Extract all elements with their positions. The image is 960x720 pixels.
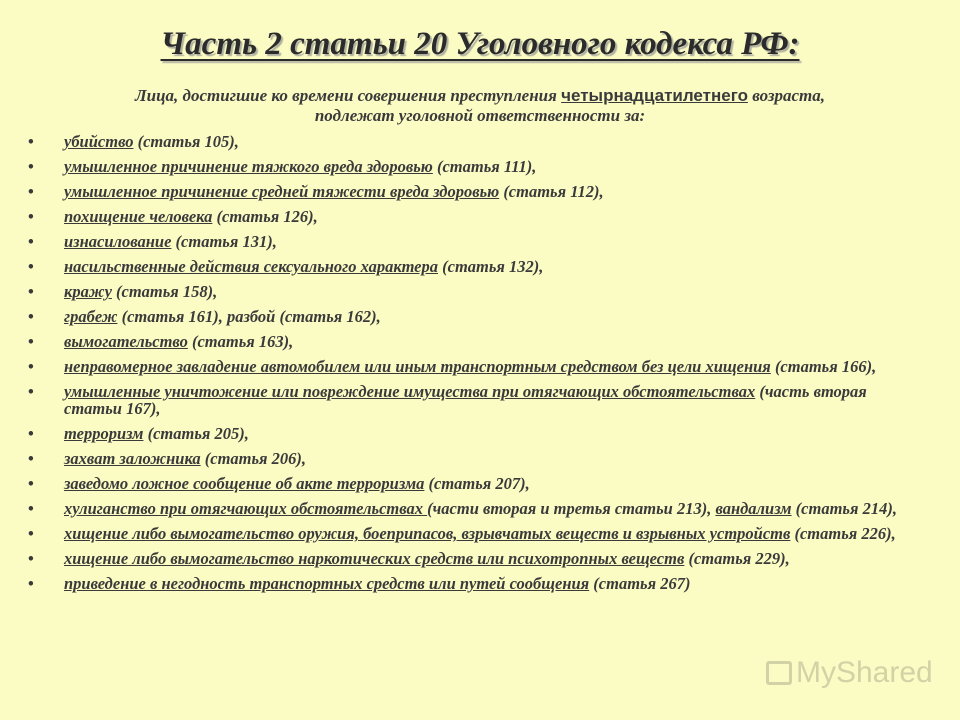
bullet-icon: • [28,282,34,301]
watermark-text: MyShared [796,656,933,689]
bullet-icon: • [28,549,34,568]
list-item [28,233,908,250]
article-reference: (статья 229), [684,549,790,568]
list-item [28,283,908,300]
watermark [766,656,933,690]
bullet-icon: • [28,499,34,518]
bullet-icon: • [28,182,34,201]
article-reference: (статья 158), [111,282,218,301]
bullet-icon: • [28,382,34,401]
crime-link[interactable]: вымогательство [64,332,188,351]
list-item [28,308,908,325]
crime-link[interactable]: похищение человека [64,207,213,226]
bullet-icon: • [28,232,34,251]
crime-link[interactable]: заведомо ложное сообщение об акте терроризма [64,474,425,493]
bullet-icon: • [28,207,34,226]
list-item [28,358,908,375]
article-reference: (статья 205), [143,424,249,443]
crime-link[interactable]: вандализм [715,499,792,518]
bullet-icon: • [28,474,34,493]
article-reference: (статья 105), [133,132,239,151]
article-reference: (статья 112), [499,182,604,201]
intro-text-line2: подлежат уголовной ответственности за: [314,106,646,125]
article-reference: (статья 111), [432,157,537,176]
bullet-icon: • [28,424,34,443]
article-reference: (часть вторая статьи 167), [64,382,867,418]
article-reference: (статья 214), [791,499,897,518]
list-item [28,158,908,175]
bullet-icon: • [28,307,34,326]
crime-link[interactable]: умышленное причинение тяжкого вреда здоровью [64,157,433,176]
crime-link[interactable]: насильственные действия сексуального характера [64,257,439,276]
crime-link[interactable]: захват заложника [64,449,201,468]
list-item [28,133,908,150]
intro-highlight-age[interactable]: четырнадцатилетнего [561,86,748,105]
article-reference: (статья 267) [589,574,691,593]
list-item [28,333,908,350]
article-reference: (статья 131), [171,232,277,251]
bullet-icon: • [28,132,34,151]
crime-link[interactable]: умышленное причинение средней тяжести вреда здоровью [64,182,500,201]
crime-link[interactable]: хулиганство при отягчающих обстоятельствах [64,499,428,518]
intro-paragraph [30,86,930,126]
crime-link[interactable]: грабеж [64,307,118,326]
article-reference: (статья 207), [424,474,530,493]
list-item [28,208,908,225]
crime-link[interactable]: хищение либо вымогательство оружия, боеприпасов, взрывчатых веществ и взрывных устройств [64,524,791,543]
crime-link[interactable]: изнасилование [64,232,172,251]
list-item [28,425,908,442]
list-item [28,500,908,517]
crime-link[interactable]: кражу [64,282,112,301]
intro-text-start: Лица, достигшие ко времени совершения преступления [134,86,562,105]
article-reference: (статья 126), [212,207,318,226]
list-item [28,183,908,200]
intro-text-end: возраста, [747,86,826,105]
presentation-icon [766,661,792,685]
list-item [28,550,908,567]
crime-link[interactable]: убийство [64,132,134,151]
crime-link[interactable]: неправомерное завладение автомобилем или иным транспортным средством без цели хищения [64,357,771,376]
crime-list [28,133,908,600]
list-item [28,475,908,492]
list-item [28,450,908,467]
article-reference: (статья 161), разбой (статья 162), [117,307,381,326]
article-reference: (статья 163), [187,332,294,351]
article-reference: (статья 206), [200,449,307,468]
crime-link[interactable]: умышленные уничтожение или повреждение имущества при отягчающих обстоятельствах [64,382,756,401]
bullet-icon: • [28,332,34,351]
bullet-icon: • [28,157,34,176]
crime-link[interactable]: хищение либо вымогательство наркотических средств или психотропных веществ [64,549,685,568]
bullet-icon: • [28,357,34,376]
list-item [28,258,908,275]
list-item [28,525,908,542]
bullet-icon: • [28,257,34,276]
article-reference: (статья 132), [438,257,544,276]
page-title: Часть 2 статьи 20 Уголовного кодекса РФ: [160,26,800,62]
bullet-icon: • [28,524,34,543]
article-reference: (части вторая и третья статьи 213), [427,499,712,518]
list-item [28,383,908,417]
article-reference: (статья 226), [790,524,896,543]
bullet-icon: • [28,574,34,593]
bullet-icon: • [28,449,34,468]
crime-link[interactable]: приведение в негодность транспортных средств или путей сообщения [64,574,590,593]
article-reference: (статья 166), [770,357,877,376]
list-item [28,575,908,592]
crime-link[interactable]: терроризм [64,424,144,443]
